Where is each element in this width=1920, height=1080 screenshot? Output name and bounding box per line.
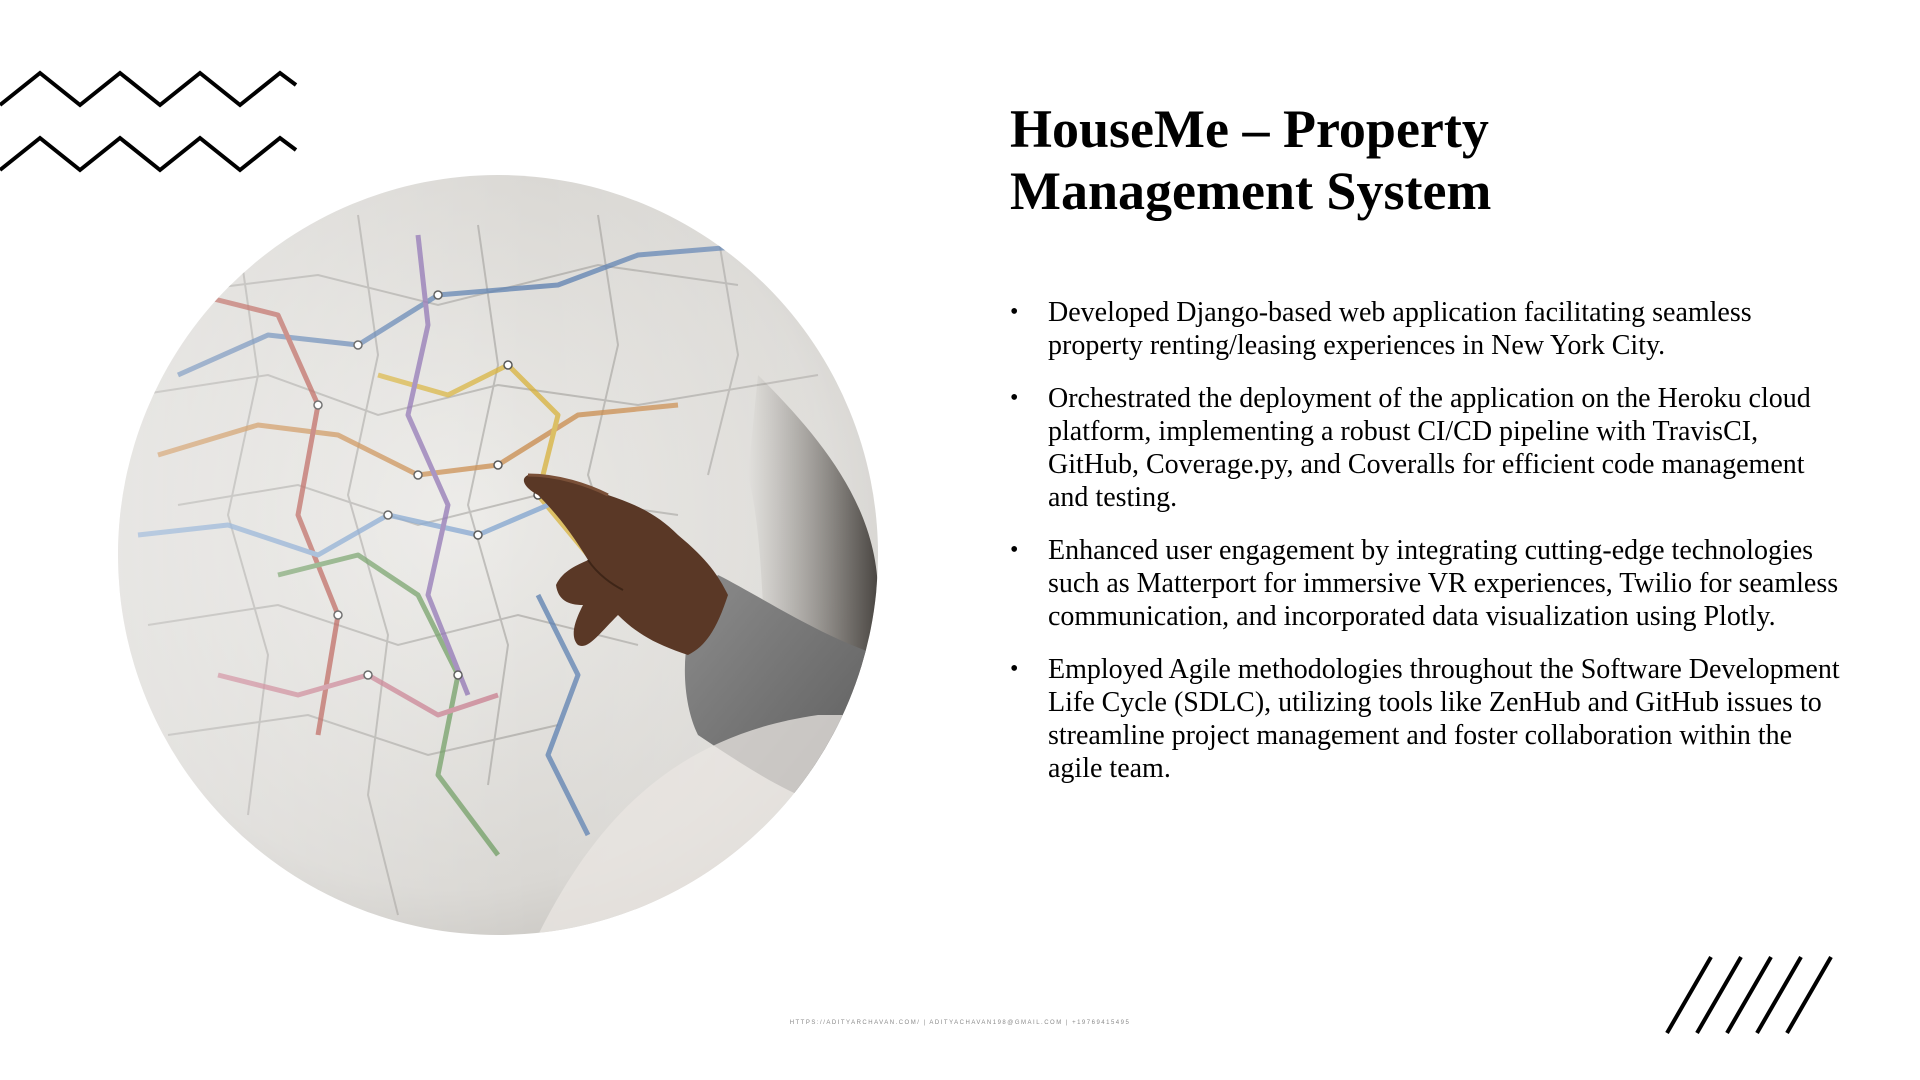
list-item — [1010, 382, 1840, 514]
page-title — [1010, 98, 1810, 222]
subway-map-photo — [118, 175, 878, 935]
title-line-1: HouseMe – Property — [1010, 99, 1489, 159]
list-item — [1010, 296, 1840, 362]
slashes-decoration-icon — [1665, 955, 1835, 1035]
title-line-2: Management System — [1010, 161, 1492, 221]
zigzag-decoration-icon — [0, 55, 300, 180]
bullet-dot-icon: • — [1010, 537, 1019, 563]
bullet-dot-icon: • — [1010, 385, 1019, 411]
subway-map-illustration-icon — [118, 175, 878, 935]
list-item — [1010, 534, 1840, 633]
footer-contact: HTTPS://ADITYARCHAVAN.COM/ | ADITYACHAVAN198@GMAIL.COM | +19769415495 — [789, 1020, 1131, 1026]
bullet-dot-icon: • — [1010, 299, 1019, 325]
bullet-text: Employed Agile methodologies throughout the Software Development Life Cycle (SDLC), utilizing tools like ZenHub and GitHub issues to streamline project management and foster collaboration within the agile team. — [1048, 654, 1840, 784]
bullet-dot-icon: • — [1010, 656, 1019, 682]
bullet-text: Orchestrated the deployment of the application on the Heroku cloud platform, implementing a robust CI/CD pipeline with TravisCI, GitHub, Coverage.py, and Coveralls for efficient code management and testing. — [1048, 383, 1811, 513]
bullet-text: Enhanced user engagement by integrating cutting-edge technologies such as Matterport for immersive VR experiences, Twilio for seamless communication, and incorporated data visualization using Plotly. — [1048, 535, 1839, 632]
bullet-list — [1010, 296, 1840, 805]
list-item — [1010, 653, 1840, 785]
bullet-text: Developed Django-based web application facilitating seamless property renting/leasing experiences in New York City. — [1048, 297, 1752, 361]
